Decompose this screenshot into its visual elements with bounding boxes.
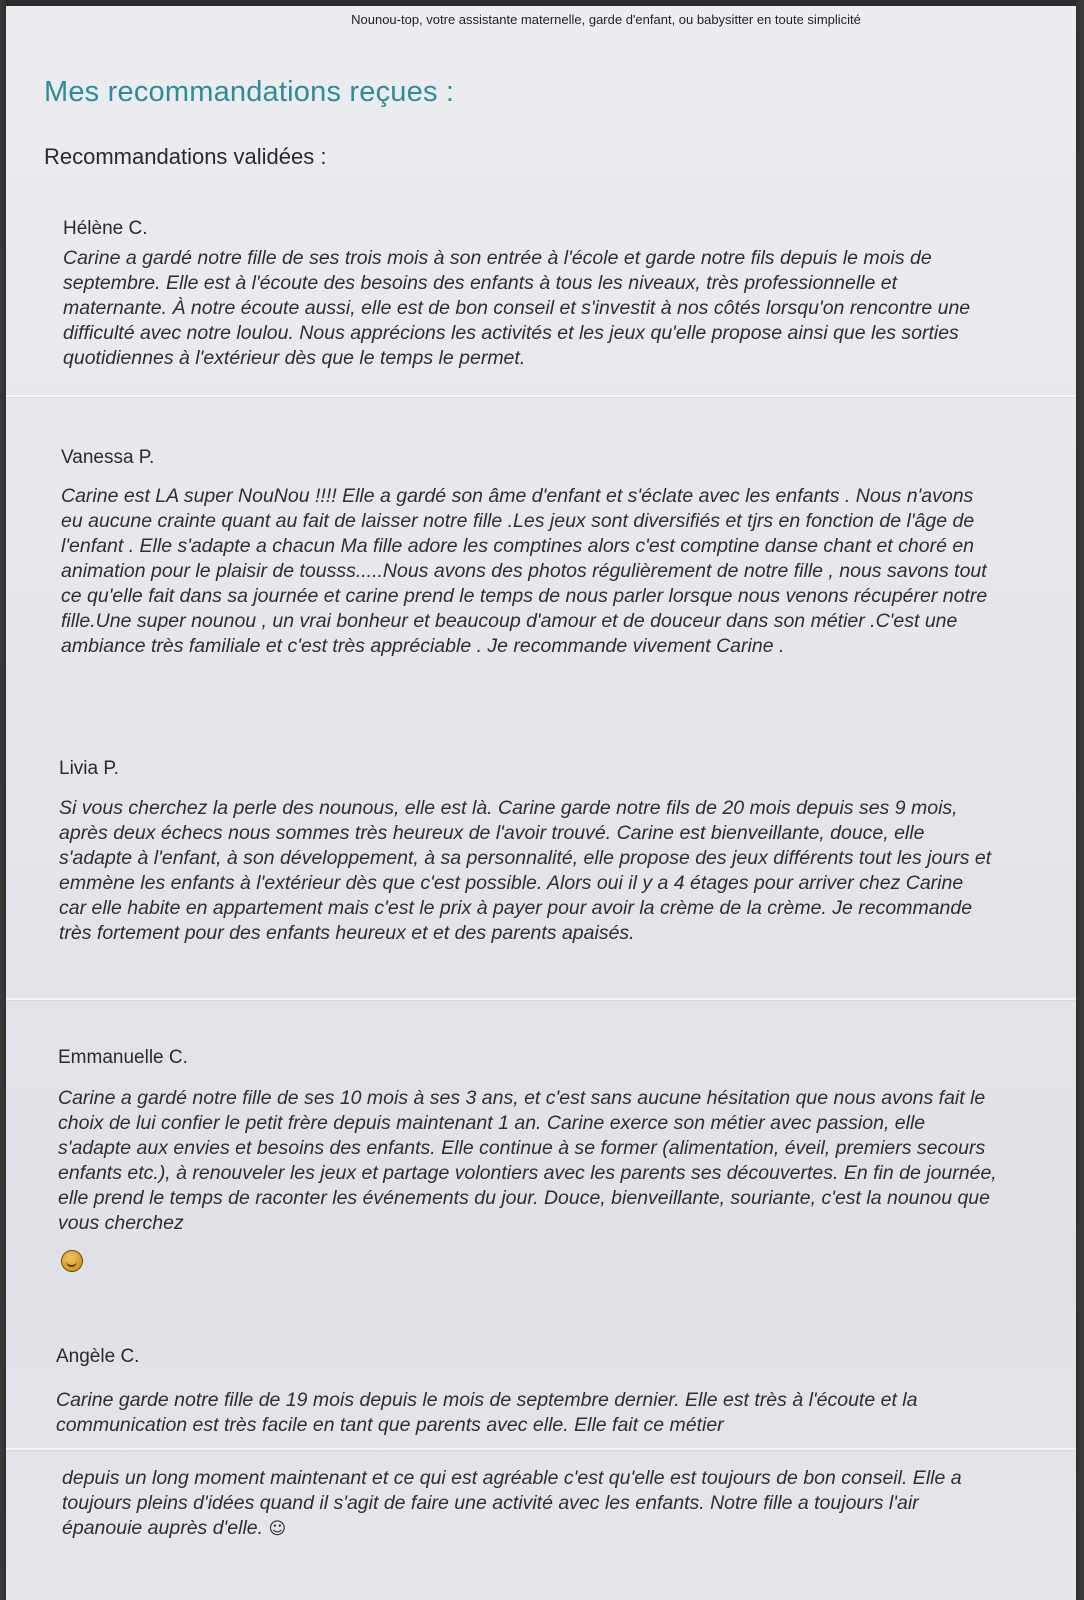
recommendation-text-part: depuis un long moment maintenant et ce qui est agréable c'est qu'elle est toujours de bon conseil. Elle a toujours pleins d'idées quand il s'agit de faire une activité avec les enfants. Notre fille a toujours l'air épanouie auprès d'elle. [62, 1467, 962, 1539]
recommendation-text: Carine garde notre fille de 19 mois depuis le mois de septembre dernier. Elle est très à l'écoute et la communication est très facile en tant que parents avec elle. Elle fait ce métier [56, 1389, 918, 1436]
paper-fold [6, 395, 1076, 397]
recommendation-text: Carine a gardé notre fille de ses trois mois à son entrée à l'école et garde notre fils depuis le mois de septembre. Elle est à l'écoute des besoins des enfants à tous les niveaux, très professionnelle et maternante. À notre écoute aussi, elle est de bon conseil et s'investit à nos côtés lorsqu'on rencontre une difficulté avec notre loulou. Nous apprécions les activités et les jeux qu'elle propose ainsi que les sorties quotidiennes à l'extérieur dès que le temps le permet. [63, 247, 971, 369]
recommendation-text: Si vous cherchez la perle des nounous, elle est là. Carine garde notre fils de 20 mois depuis ses 9 mois, après deux échecs nous sommes très heureux de l'avoir trouvé. Carine est bienveillante, douce, elle s'adapte à l'enfant, à son développement, à sa personnalité, elle propose des jeux différents tout les jours et emmène les enfants à l'extérieur dès que c'est possible. Alors oui il y a 4 étages pour arriver chez Carine car elle habite en appartement mais c'est le prix à payer pour avoir la crème de la crème. Je recommande très fortement pour des enfants heureux et et des parents apaisés. [59, 797, 992, 944]
recommendation-author: Livia P. [59, 758, 119, 779]
document-page [6, 0, 1076, 1600]
smile-emoji-icon [61, 1250, 83, 1272]
paper-fold [6, 998, 1076, 1000]
page-top-edge [6, 0, 1076, 6]
recommendation-text: Carine a gardé notre fille de ses 10 mois à ses 3 ans, et c'est sans aucune hésitation que nous avons fait le choix de lui confier le petit frère depuis maintenant 1 an. Carine exerce son métier avec passion, elle s'adapte aux envies et besoins des enfants. Elle continue à se former (alimentation, éveil, premiers secours enfants etc.), à renouveler les jeux et partage volontiers avec les parents ses découvertes. En fin de journée, elle prend le temps de raconter les événements du jour. Douce, bienveillante, souriante, c'est la nounou que vous cherchez [58, 1087, 997, 1234]
recommendation-author: Angèle C. [56, 1346, 140, 1367]
recommendation-text-continued [62, 1466, 987, 1542]
site-tagline: Nounou-top, votre assistante maternelle, garde d'enfant, ou babysitter en toute simplicité [351, 12, 861, 27]
recommendation-text: Carine est LA super NouNou !!!! Elle a gardé son âme d'enfant et s'éclate avec les enfants . Nous n'avons eu aucune crainte quant au fait de laisser notre fille .Les jeux sont diversifiés et tjrs en fonction de l'âge de l'enfant . Elle s'adapte a chacun Ma fille adore les comptines alors c'est comptine danse chant et choré en animation pour le plaisir de tousss.....Nous avons des photos régulièrement de notre fille , nous savons tout ce qu'elle fait dans sa journée et carine prend le temps de nous parler lorsque nous venons récupérer notre fille.Une super nounou , un vrai bonheur et beaucoup d'amour et de douceur dans son métier .C'est une ambiance très familiale et c'est très appréciable . Je recommande vivement Carine . [61, 485, 988, 657]
smile-icon: ☺ [268, 1519, 287, 1539]
recommendation-author: Vanessa P. [61, 447, 155, 468]
page-title: Mes recommandations reçues : [44, 76, 455, 108]
section-title: Recommandations validées : [44, 144, 327, 169]
recommendation-author: Hélène C. [63, 218, 148, 239]
smile-emoji-icon-wrapper [61, 1250, 83, 1272]
recommendation-author: Emmanuelle C. [58, 1047, 188, 1068]
paper-fold [6, 1448, 1076, 1450]
